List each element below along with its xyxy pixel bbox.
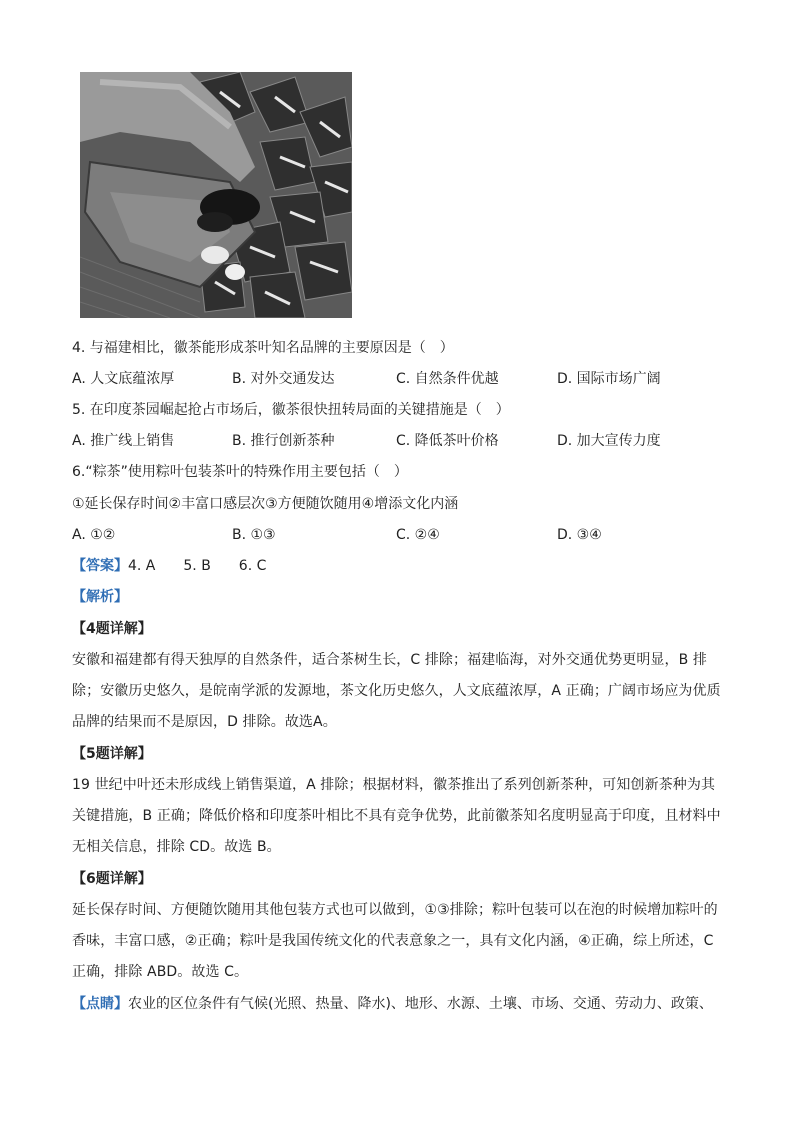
tip-tag: 【点睛】 [72, 996, 128, 1012]
q5-option-b: B. 推行创新茶种 [232, 433, 335, 449]
detail-6-text: 延长保存时间、方便随饮随用其他包装方式也可以做到，①③排除；粽叶包装可以在泡的时候增加粽叶的香味，丰富口感，②正确；粽叶是我国传统文化的代表意象之一，具有文化内涵，④正确，综上所述，C 正确，排除 ABD。故选 C。 [72, 902, 718, 980]
analysis-tag: 【解析】 [72, 589, 128, 605]
q4-option-a: A. 人文底蕴浓厚 [72, 371, 175, 387]
question-5-stem: 5. 在印度茶园崛起抢占市场后，徽茶很快扭转局面的关键措施是（ ） [72, 402, 510, 418]
tip-text: 农业的区位条件有气候(光照、热量、降水)、地形、水源、土壤、市场、交通、劳动力、政策、 [128, 996, 713, 1012]
q5-option-d: D. 加大宣传力度 [557, 433, 661, 449]
detail-4-text: 安徽和福建都有得天独厚的自然条件，适合茶树生长，C 排除；福建临海，对外交通优势更明显，B 排除；安徽历史悠久，是皖南学派的发源地，茶文化历史悠久，人文底蕴浓厚，A 正确；广阔市场应为优质品牌的结果而不是原因，D 排除。故选A。 [72, 652, 721, 730]
question-4-stem: 4. 与福建相比，徽茶能形成茶叶知名品牌的主要原因是（ ） [72, 340, 454, 356]
detail-6-header: 【6题详解】 [72, 871, 152, 887]
q5-option-a: A. 推广线上销售 [72, 433, 175, 449]
tea-photo [80, 72, 352, 318]
q4-option-b: B. 对外交通发达 [232, 371, 335, 387]
answer-tag: 【答案】 [72, 558, 128, 574]
q6-option-b: B. ①③ [232, 527, 276, 543]
q6-option-d: D. ③④ [557, 527, 602, 543]
detail-5-text: 19 世纪中叶还未形成线上销售渠道，A 排除；根据材料，徽茶推出了系列创新茶种，可知创新茶种为其关键措施，B 正确；降低价格和印度茶叶相比不具有竞争优势，此前徽茶知名度明显高于印度，且材料中无相关信息，排除 CD。故选 B。 [72, 777, 721, 855]
q6-option-a: A. ①② [72, 527, 116, 543]
answer-text: 4. A 5. B 6. C [128, 558, 267, 574]
q4-option-c: C. 自然条件优越 [396, 371, 499, 387]
q4-option-d: D. 国际市场广阔 [557, 371, 661, 387]
question-6-statements: ①延长保存时间②丰富口感层次③方便随饮随用④增添文化内涵 [72, 496, 459, 512]
question-6-stem: 6.“粽茶”使用粽叶包装茶叶的特殊作用主要包括（ ） [72, 464, 408, 480]
q5-option-c: C. 降低茶叶价格 [396, 433, 499, 449]
q6-option-c: C. ②④ [396, 527, 440, 543]
tip-line [72, 994, 713, 1014]
detail-5-header: 【5题详解】 [72, 746, 152, 762]
answer-line [72, 556, 266, 576]
detail-4-header: 【4题详解】 [72, 621, 152, 637]
